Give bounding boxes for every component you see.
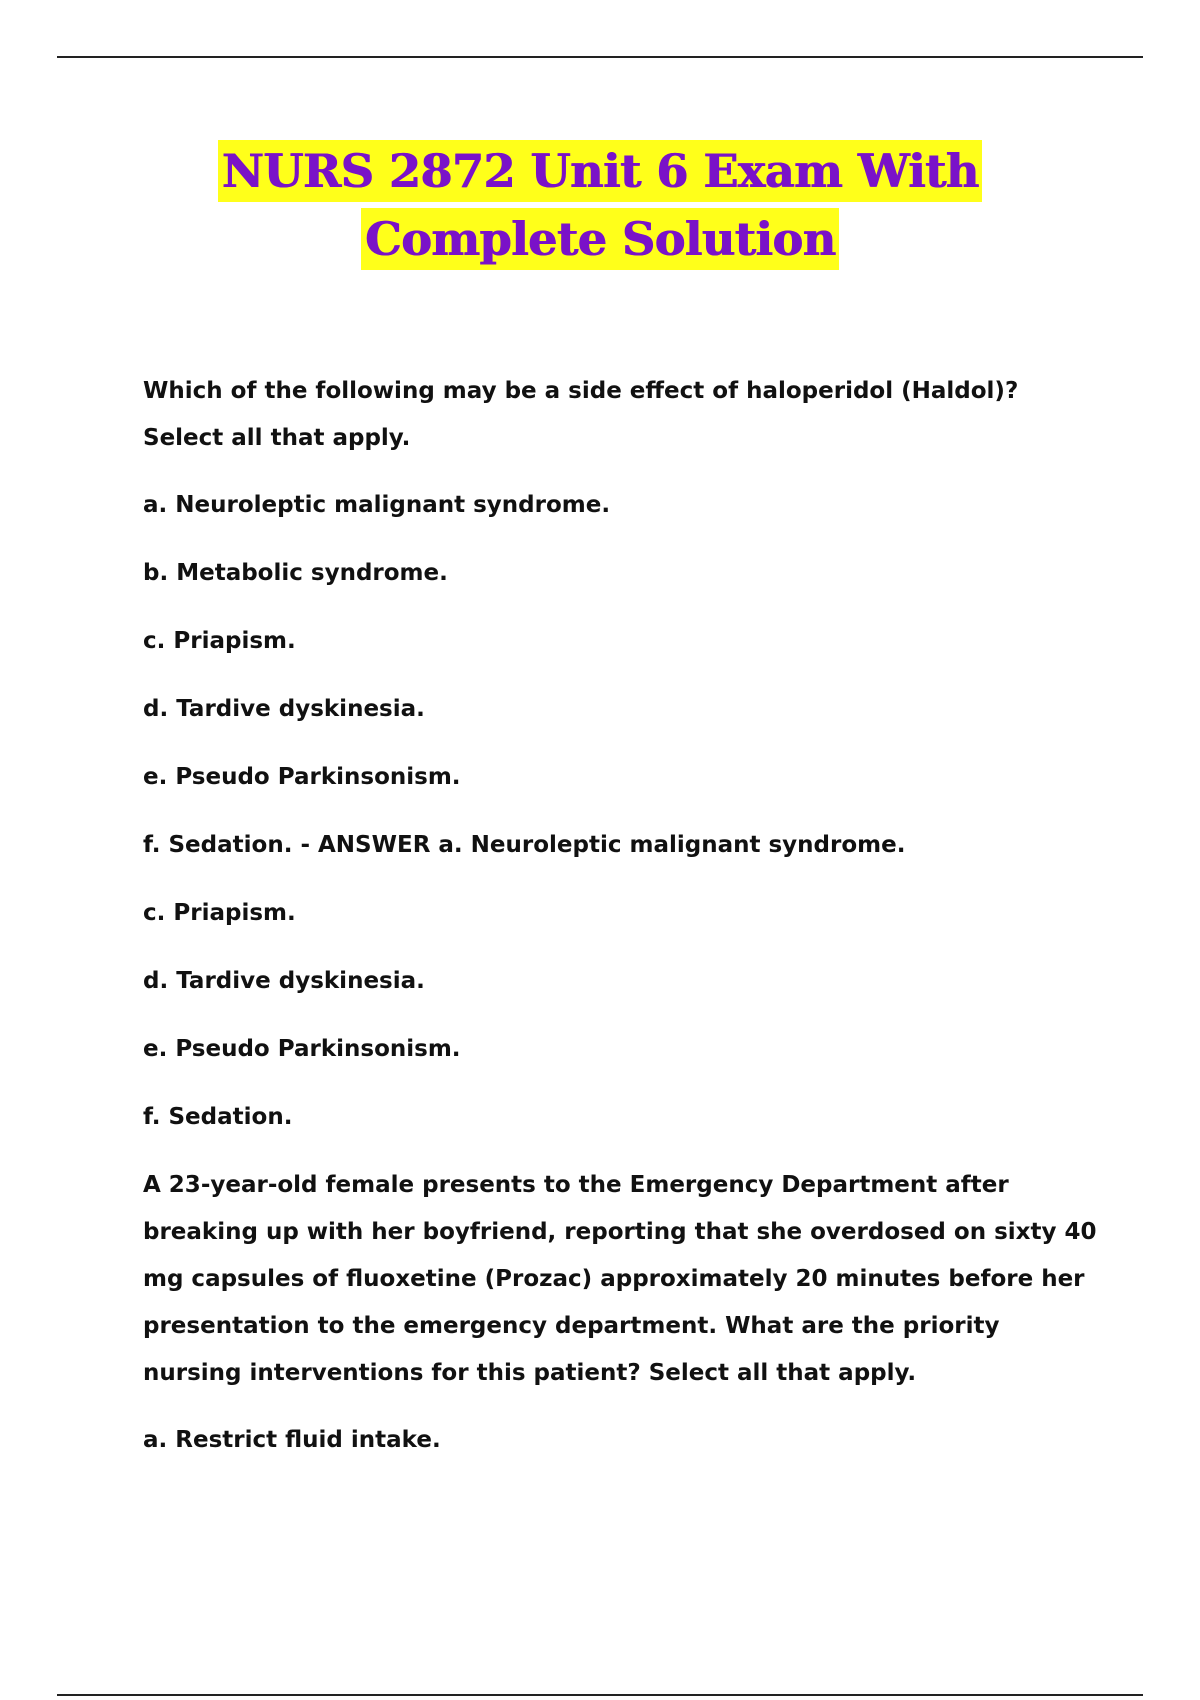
document-title (0, 140, 1200, 270)
title-line-2: Complete Solution (361, 208, 840, 270)
question-1-option-f-answer: f. Sedation. - ANSWER a. Neuroleptic malignant syndrome. (143, 832, 906, 858)
answer-item-e: e. Pseudo Parkinsonism. (143, 1036, 461, 1062)
question-1-text: Which of the following may be a side effect of haloperidol (Haldol)? Select all that apply. (143, 378, 1019, 451)
question-1-option-e: e. Pseudo Parkinsonism. (143, 764, 461, 790)
question-1-option-d: d. Tardive dyskinesia. (143, 696, 425, 722)
question-2-text: A 23-year-old female presents to the Emergency Department after breaking up with her boyfriend, reporting that she overdosed on sixty 40 mg capsules of fluoxetine (Prozac) approximately 20 minutes before her presentation to the emergency department. What are the priority nursing interventions for this patient? Select all that apply. (143, 1172, 1097, 1386)
question-1-option-c: c. Priapism. (143, 628, 296, 654)
answer-item-d: d. Tardive dyskinesia. (143, 968, 425, 994)
footer-rule (57, 1694, 1143, 1696)
document-body (143, 368, 1103, 1485)
title-line-1: NURS 2872 Unit 6 Exam With (218, 140, 983, 202)
question-1-option-b: b. Metabolic syndrome. (143, 560, 448, 586)
answer-item-f: f. Sedation. (143, 1104, 293, 1130)
answer-item-c: c. Priapism. (143, 900, 296, 926)
question-2-option-a: a. Restrict fluid intake. (143, 1427, 441, 1453)
header-rule (57, 56, 1143, 58)
question-1-option-a: a. Neuroleptic malignant syndrome. (143, 492, 611, 518)
